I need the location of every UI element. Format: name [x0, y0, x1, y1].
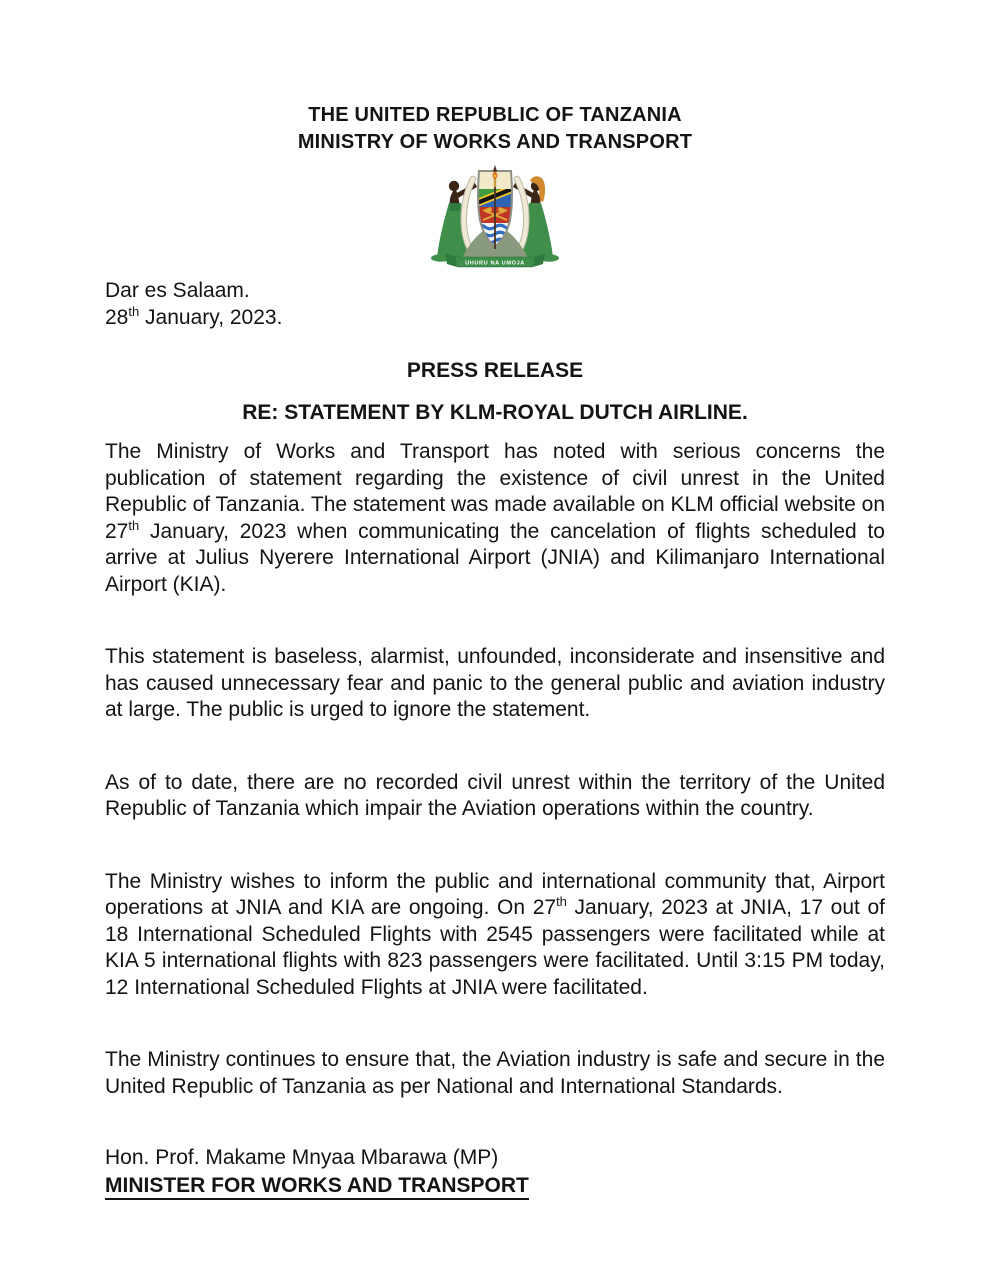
- paragraph-5: The Ministry continues to ensure that, the Aviation industry is safe and secure in the United Republic of Tanzania as per National and International Standards.: [105, 1048, 885, 1098]
- dateline-city: Dar es Salaam.: [105, 279, 250, 302]
- press-body: [105, 439, 885, 1100]
- tanzania-coat-of-arms-icon: [105, 165, 885, 269]
- paragraph-2: This statement is baseless, alarmist, unfounded, inconsiderate and insensitive and has caused unnecessary fear and panic to the general public and aviation industry at large. The public is urged to ignore the statement.: [105, 645, 885, 721]
- signatory-title-line: [105, 1172, 885, 1200]
- paragraph-1: The Ministry of Works and Transport has noted with serious concerns the publication of statement regarding the existence of civil unrest in the United Republic of Tanzania. The statement was made available on KLM official website on 27th January, 2023 when communicating the cancelation of flights scheduled to arrive at Julius Nyerere International Airport (JNIA) and Kilimanjaro International Airport (KIA).: [105, 440, 885, 596]
- press-release-title: PRESS RELEASE: [406, 359, 584, 382]
- ministry-title: MINISTRY OF WORKS AND TRANSPORT: [297, 131, 693, 153]
- dateline: [105, 277, 885, 331]
- country-title: THE UNITED REPUBLIC OF TANZANIA: [308, 104, 682, 126]
- emblem-motto-text: UHURU NA UMOJA: [465, 260, 525, 267]
- coat-of-arms-svg: [425, 165, 565, 269]
- signature-block: [105, 1144, 885, 1200]
- signatory-name: Hon. Prof. Makame Mnyaa Mbarawa (MP): [105, 1146, 499, 1169]
- paragraph-4: The Ministry wishes to inform the public and international community that, Airport operations at JNIA and KIA are ongoing. On 27th January, 2023 at JNIA, 17 out of 18 International Scheduled Flights with 2545 passengers were facilitated while at KIA 5 international flights with 823 passengers were facilitated. Until 3:15 PM today, 12 International Scheduled Flights at JNIA were facilitated.: [105, 869, 885, 999]
- dateline-date: 28th January, 2023.: [105, 304, 283, 329]
- subject-line: RE: STATEMENT BY KLM-ROYAL DUTCH AIRLINE.: [242, 401, 748, 424]
- document-header: [105, 102, 885, 156]
- paragraph-3: As of to date, there are no recorded civil unrest within the territory of the United Republic of Tanzania which impair the Aviation operations within the country.: [105, 770, 885, 820]
- signatory-title: MINISTER FOR WORKS AND TRANSPORT: [105, 1174, 529, 1200]
